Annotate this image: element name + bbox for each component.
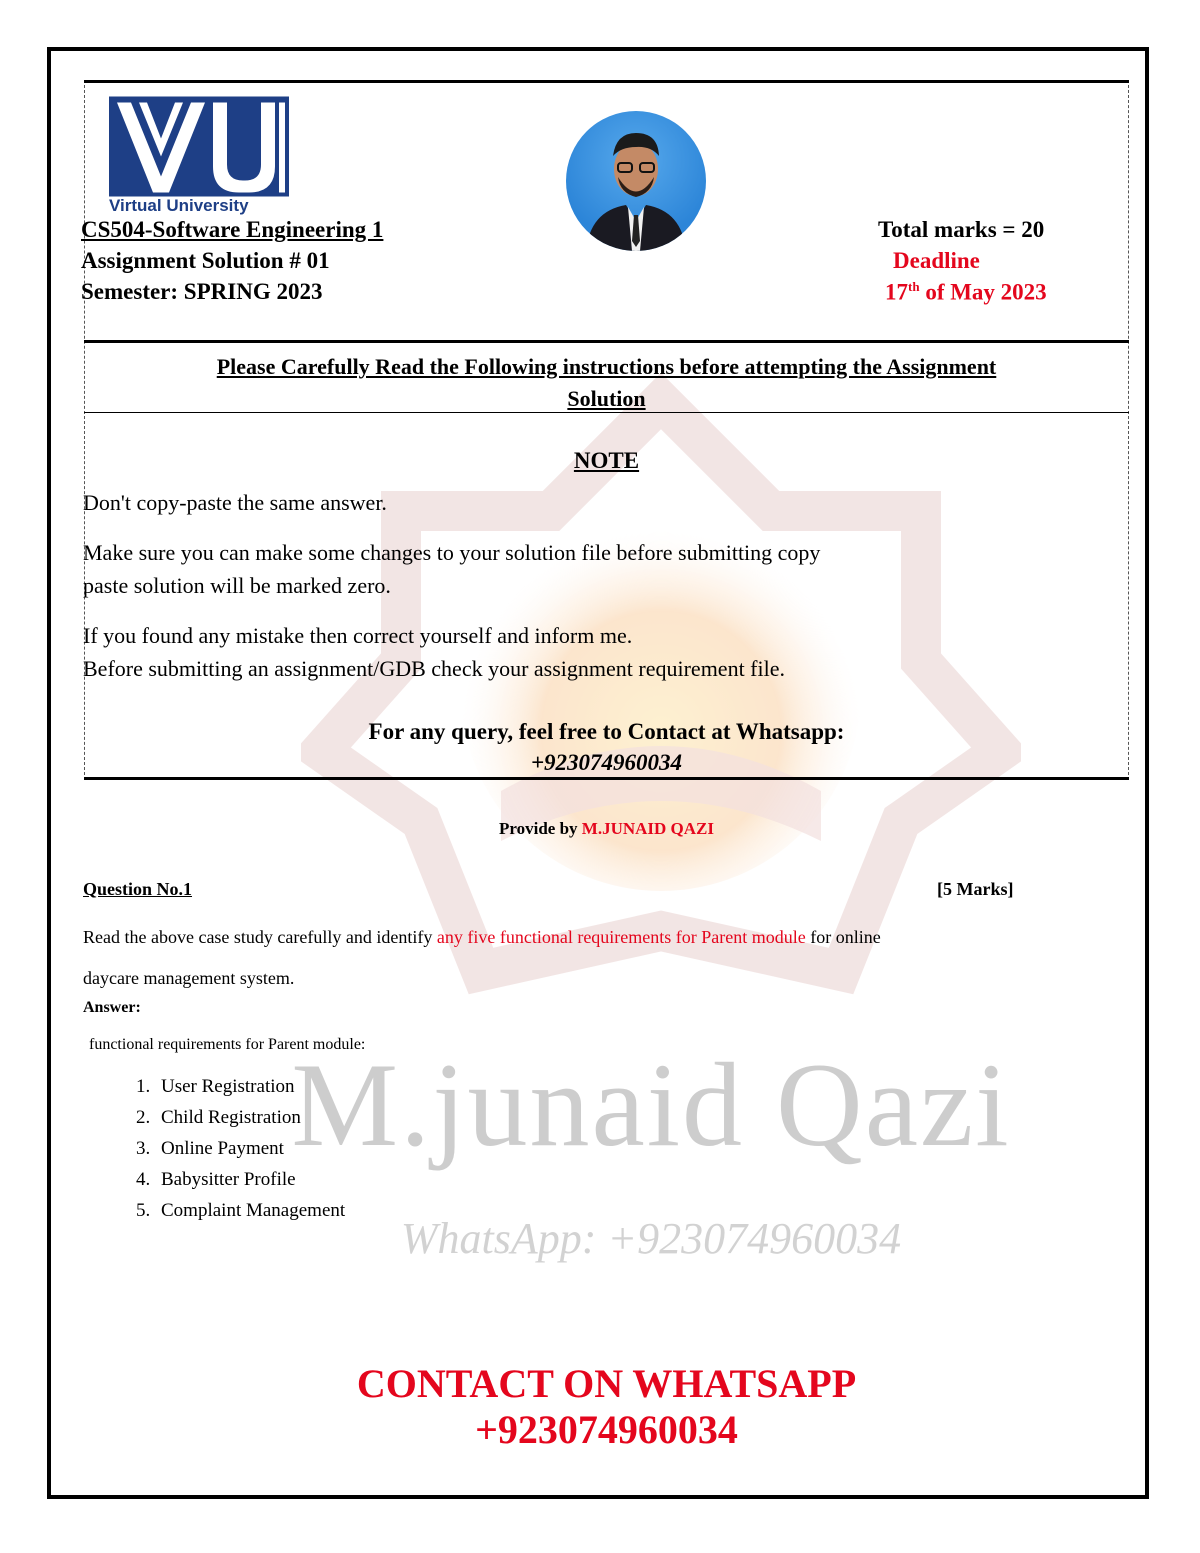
semester-label: Semester: SPRING 2023 xyxy=(81,279,323,304)
instruction-top-rule xyxy=(84,340,1129,343)
instruction-heading: Please Carefully Read the Following instructions before attempting the Assignment Solution xyxy=(216,354,997,411)
provided-by: Provide by M.JUNAID QAZI xyxy=(498,819,715,838)
note-title: NOTE xyxy=(573,448,640,473)
list-item: 5. Complaint Management xyxy=(155,1195,345,1226)
watermark-phone: WhatsApp: +923074960034 xyxy=(400,1214,902,1263)
deadline-label: Deadline xyxy=(893,248,980,273)
list-item: 3. Online Payment xyxy=(155,1133,345,1164)
logo-caption: Virtual University xyxy=(109,196,249,215)
query-contact: For any query, feel free to Contact at Whatsapp: +923074960034 xyxy=(368,719,845,775)
note-line-3: If you found any mistake then correct yourself and inform me. Before submitting an assignment/GDB check your assignment requirement file. xyxy=(83,623,786,681)
question-marks: [5 Marks] xyxy=(937,879,1014,899)
top-rule xyxy=(84,80,1129,83)
functional-label: functional requirements for Parent module: xyxy=(89,1036,366,1053)
requirements-list xyxy=(119,1071,345,1226)
author-avatar xyxy=(566,111,706,251)
question-text: Read the above case study carefully and identify any five functional requirements for Parent module for online daycare management system. xyxy=(83,927,881,988)
list-item: 1. User Registration xyxy=(155,1071,345,1102)
question-title: Question No.1 xyxy=(83,879,193,899)
total-marks: Total marks = 20 xyxy=(878,217,1045,242)
vu-logo xyxy=(109,89,289,209)
watermark-name: M.junaid Qazi xyxy=(291,1038,1011,1171)
note-line-1: Don't copy-paste the same answer. xyxy=(83,490,387,515)
list-item: 2. Child Registration xyxy=(155,1102,345,1133)
course-title: CS504-Software Engineering 1 xyxy=(81,217,384,242)
note-line-2: Make sure you can make some changes to your solution file before submitting copy paste solution will be marked zero. xyxy=(83,540,821,598)
answer-label: Answer: xyxy=(83,999,141,1016)
page-frame xyxy=(47,47,1149,1499)
list-item: 4. Babysitter Profile xyxy=(155,1164,345,1195)
deadline-date: 17th of May 2023 xyxy=(885,279,1047,305)
contact-footer: CONTACT ON WHATSAPP +923074960034 xyxy=(356,1361,857,1452)
assignment-title: Assignment Solution # 01 xyxy=(81,248,330,273)
